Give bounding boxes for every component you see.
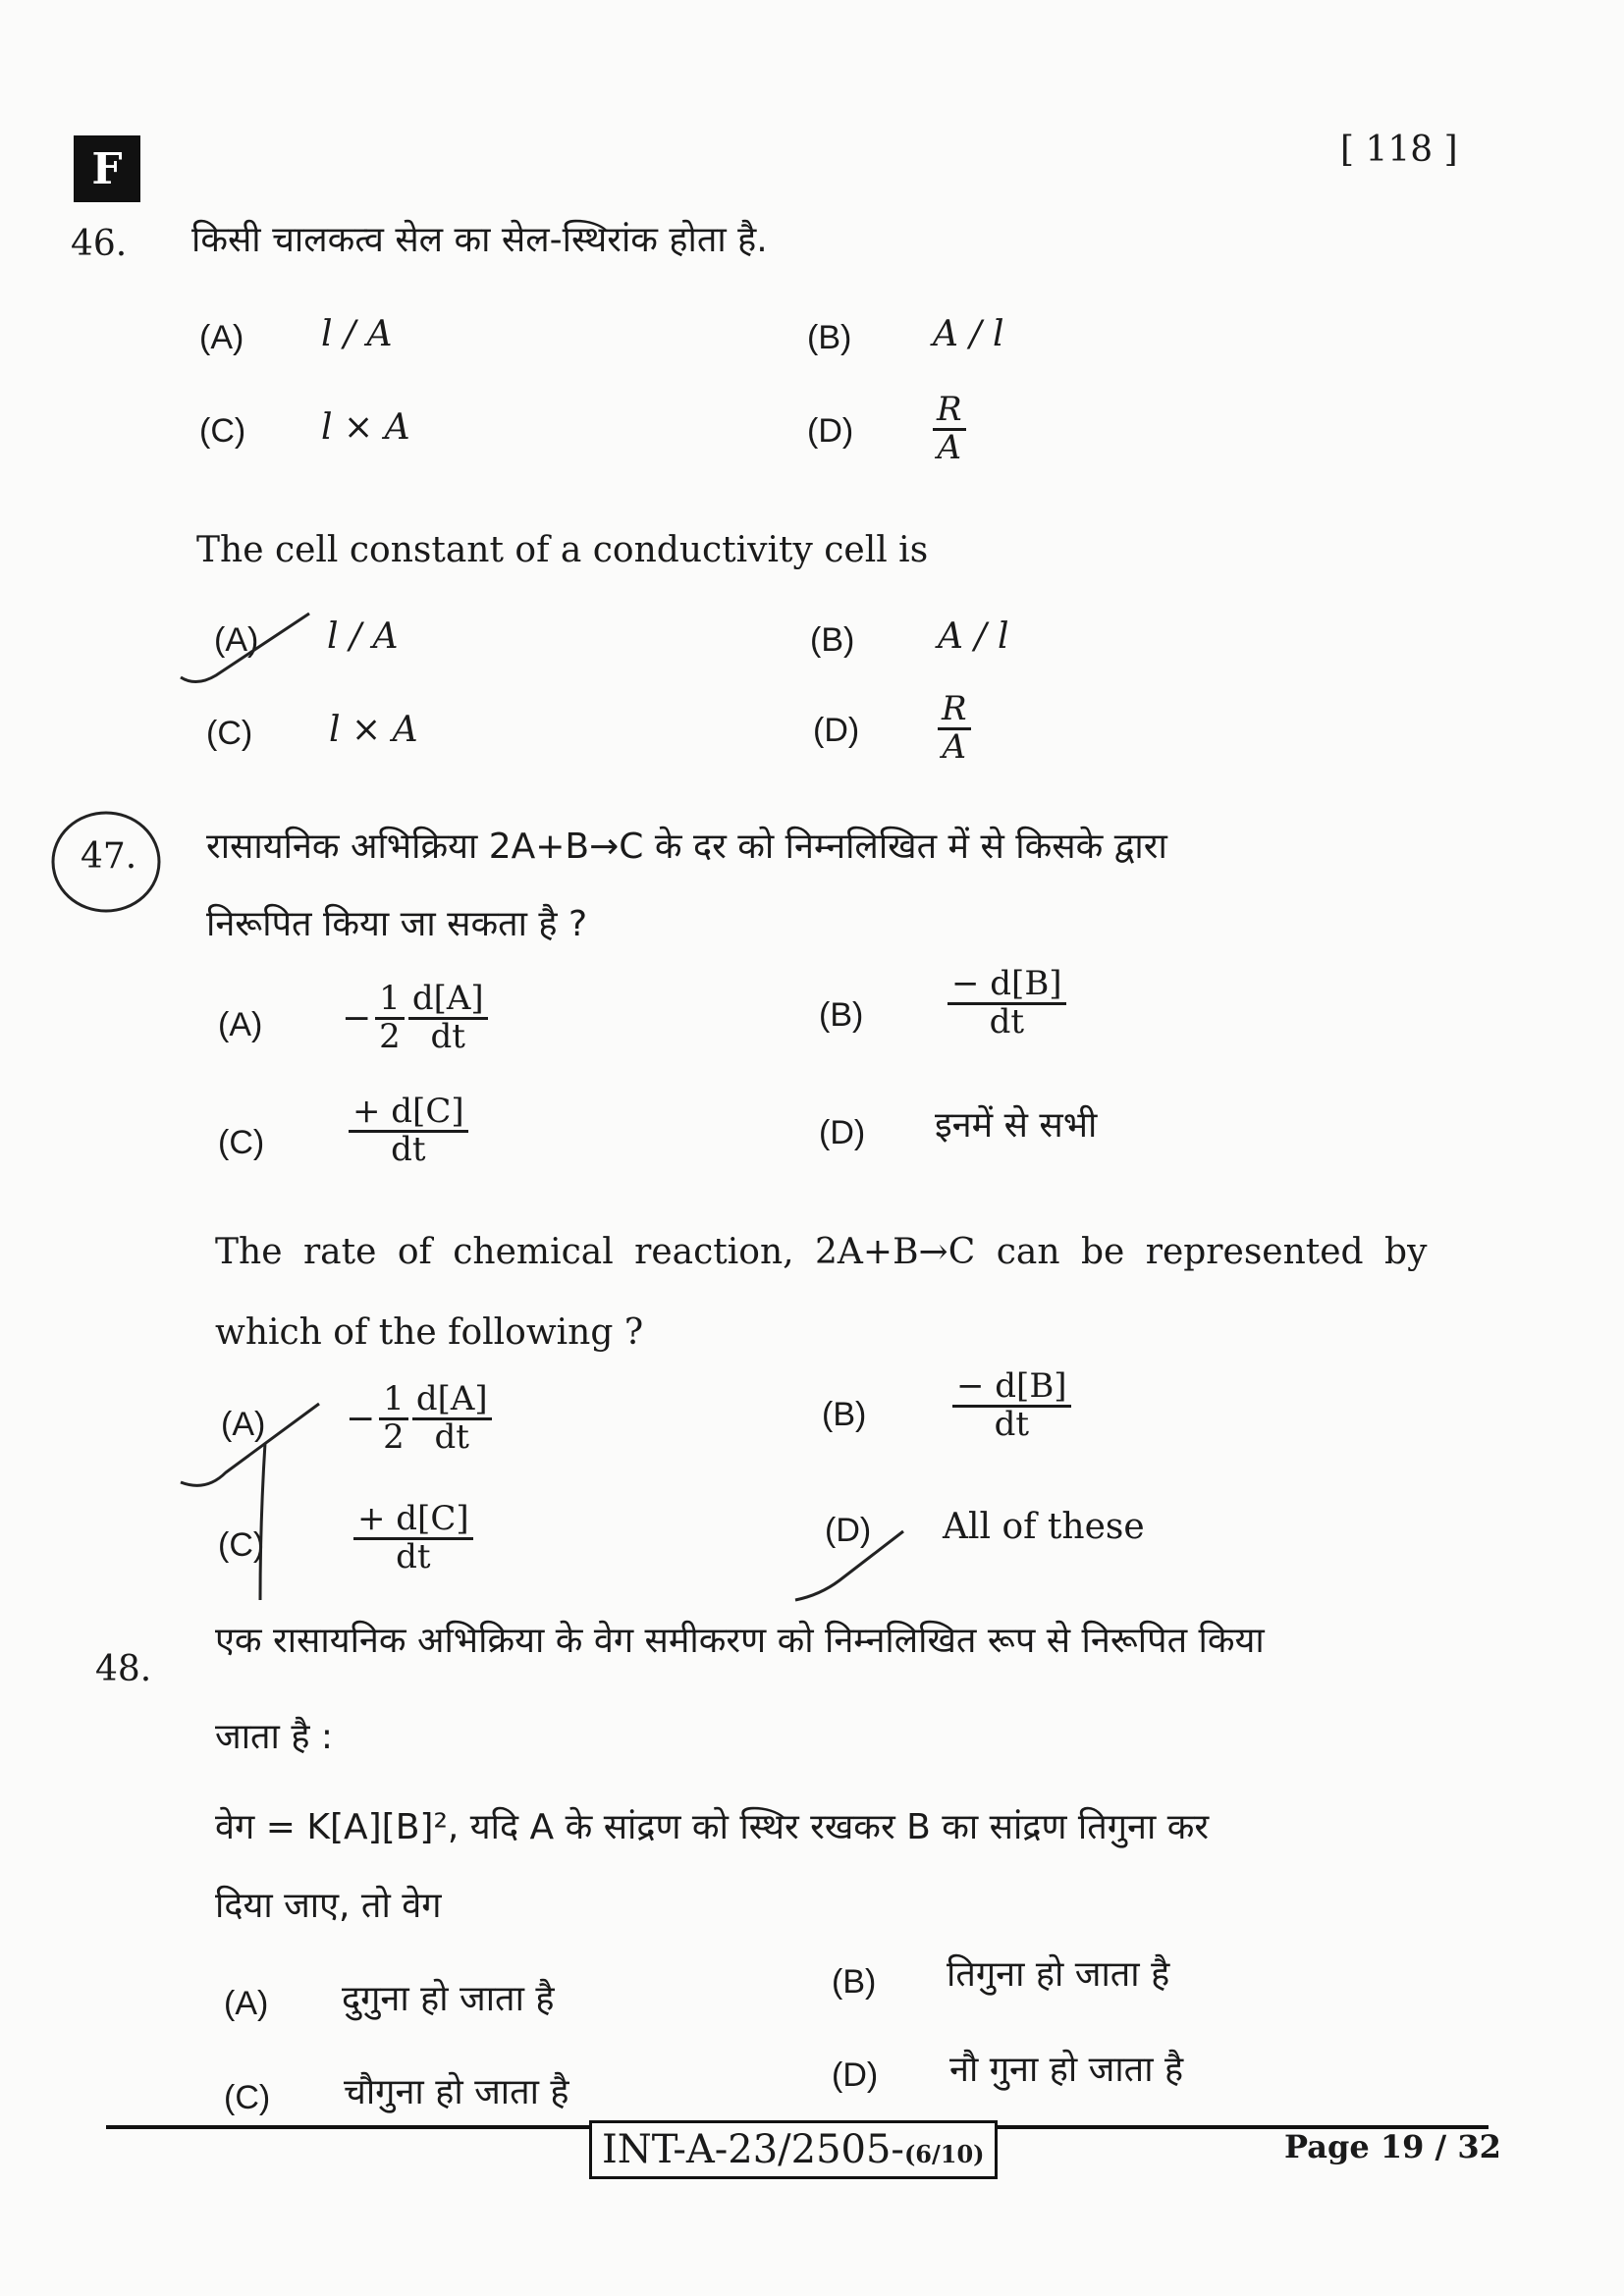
handwritten-tick-icon: [790, 1517, 908, 1605]
fraction: [952, 1366, 1071, 1444]
question-text-hindi: निरूपित किया जा सकता है ?: [206, 904, 588, 944]
paper-code: INT-A-23/2505-: [602, 2127, 904, 2172]
option-value: l × A: [321, 407, 410, 448]
option-label: (A): [199, 319, 244, 356]
option-label: (C): [206, 715, 253, 752]
numerator: d[A]: [408, 982, 488, 1020]
option-label: (B): [832, 1963, 877, 2001]
numerator: d[A]: [412, 1382, 492, 1420]
option-label: (D): [819, 1114, 866, 1151]
option-value: l × A: [329, 710, 418, 750]
question-text-hindi: जाता है :: [215, 1717, 334, 1757]
option-value: दुगुना हो जाता है: [342, 1979, 555, 2019]
fraction: [349, 1092, 468, 1169]
option-label: (A): [221, 1406, 266, 1443]
option-label: (B): [822, 1396, 867, 1433]
option-label: (A): [224, 1985, 269, 2022]
option-label: (A): [214, 621, 259, 659]
option-label: (B): [810, 621, 855, 659]
question-text-english: The rate of chemical reaction, 2A+B→C can be represented by: [215, 1232, 1428, 1272]
denominator: 2: [379, 1016, 401, 1056]
option-value: l / A: [321, 314, 393, 354]
fraction: [938, 689, 971, 767]
handwritten-tick-icon: [177, 1394, 324, 1610]
minus-sign: −: [346, 1398, 376, 1439]
question-text-hindi: किसी चालकत्व सेल का सेल-स्थिरांक होता है.: [191, 220, 768, 260]
option-value: चौगुना हो जाता है: [344, 2072, 569, 2112]
rate-expression: [346, 1379, 492, 1457]
option-value: इनमें से सभी: [935, 1105, 1098, 1146]
question-number: 46.: [71, 224, 128, 264]
option-label: (D): [813, 712, 860, 749]
denominator: 2: [383, 1416, 405, 1457]
numerator: + d[C]: [353, 1502, 473, 1540]
question-text-hindi: एक रासायनिक अभिक्रिया के वेग समीकरण को निम्नलिखित रूप से निरूपित किया: [215, 1621, 1265, 1661]
denominator: dt: [396, 1536, 431, 1576]
page-number: Page 19 / 32: [1284, 2128, 1501, 2165]
option-label: (D): [832, 2056, 879, 2094]
numerator: R: [933, 393, 966, 431]
rate-expression: [342, 979, 488, 1056]
denominator: dt: [430, 1016, 465, 1056]
numerator: R: [938, 692, 971, 730]
paper-code-sub: (6/10): [903, 2140, 985, 2168]
paper-code-box: [589, 2120, 998, 2179]
question-number: 47.: [81, 836, 137, 877]
option-label: (C): [224, 2079, 271, 2116]
minus-sign: −: [342, 997, 372, 1039]
question-text-hindi: वेग = K[A][B]², यदि A के सांद्रण को स्थिर रखकर B का सांद्रण तिगुना कर: [215, 1807, 1210, 1847]
denominator: A: [937, 427, 962, 467]
numerator: 1: [379, 1382, 408, 1420]
option-value: All of these: [943, 1507, 1145, 1547]
option-label: (D): [825, 1512, 872, 1549]
fraction: [933, 390, 966, 467]
numerator: + d[C]: [349, 1095, 468, 1133]
denominator: A: [942, 726, 967, 767]
option-label: (C): [218, 1124, 265, 1161]
page-code: [ 118 ]: [1340, 130, 1458, 170]
fraction: [353, 1499, 473, 1576]
numerator: 1: [375, 982, 405, 1020]
option-value: l / A: [327, 616, 399, 657]
denominator: dt: [434, 1416, 469, 1457]
option-value: तिगुना हो जाता है: [947, 1954, 1170, 1995]
question-text-hindi: दिया जाए, तो वेग: [215, 1886, 442, 1926]
option-value: नौ गुना हो जाता है: [949, 2050, 1184, 2090]
option-value: A / l: [938, 616, 1009, 657]
question-text-hindi: रासायनिक अभिक्रिया 2A+B→C के दर को निम्नलिखित में से किसके द्वारा: [206, 827, 1167, 867]
numerator: − d[B]: [952, 1369, 1071, 1408]
option-value: A / l: [933, 314, 1004, 354]
option-label: (D): [807, 412, 854, 450]
denominator: dt: [989, 1001, 1024, 1041]
option-label: (A): [218, 1006, 263, 1043]
option-label: (B): [819, 996, 864, 1034]
question-number: 48.: [95, 1649, 152, 1689]
denominator: dt: [994, 1404, 1029, 1444]
set-letter-badge: F: [74, 135, 140, 202]
option-label: (C): [199, 412, 246, 450]
question-text-english: which of the following ?: [215, 1312, 644, 1353]
option-label: (B): [807, 319, 852, 356]
handwritten-tick-icon: [177, 609, 314, 707]
fraction: [947, 964, 1066, 1041]
denominator: dt: [391, 1129, 426, 1169]
numerator: − d[B]: [947, 967, 1066, 1005]
option-label: (C): [218, 1526, 265, 1564]
question-text-english: The cell constant of a conductivity cell is: [196, 530, 929, 570]
